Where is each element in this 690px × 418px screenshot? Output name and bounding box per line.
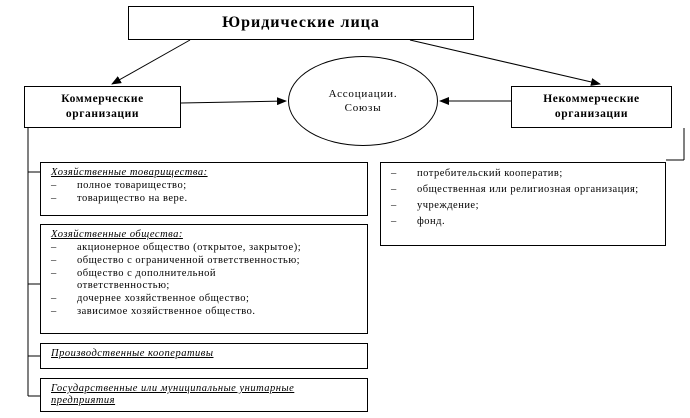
commercial-line2: организации [65,108,140,120]
noncommercial-organizations-box [511,86,672,128]
associations-ellipse [288,56,438,146]
list-item: – общественная или религиозная организация; [391,184,639,195]
noncommercial-line1: Некоммерческие [543,93,640,105]
list-item: – дочернее хозяйственное общество; [51,293,250,304]
unitary-enterprises-box: Государственные или муниципальные унитарные предприятия [40,378,368,412]
arrow-commercial-to-associations [181,101,286,103]
list-item: – товарищество на вере. [51,193,188,204]
arrow-to-commercial [112,40,190,84]
societies-heading: Хозяйственные общества: [51,229,183,240]
list-item: – акционерное общество (открытое, закрытое); [51,242,302,253]
societies-box [40,224,368,334]
arrow-to-noncommercial [410,40,600,84]
cooperatives-box: Производственные кооперативы [40,343,368,369]
commercial-line1: Коммерческие [61,93,144,105]
partnerships-heading: Хозяйственные товарищества: [51,167,208,178]
list-item: – потребительский кооператив; [391,168,563,179]
list-item: – общество с ограниченной ответственностью; [51,255,301,266]
noncommercial-line2: организации [554,108,629,120]
list-item: – учреждение; [391,200,480,211]
associations-line2: Союзы [344,102,382,114]
list-item: – полное товарищество; [51,180,187,191]
list-item: – фонд. [391,216,446,227]
associations-line1: Ассоциации. [328,88,398,100]
partnerships-box [40,162,368,216]
noncommercial-list-box [380,162,666,246]
legal-entities-title: Юридические лица [128,6,474,40]
list-item: – зависимое хозяйственное общество. [51,306,256,317]
commercial-organizations-box [24,86,181,128]
list-item: – общество с дополнительной ответственностью; [51,268,216,291]
